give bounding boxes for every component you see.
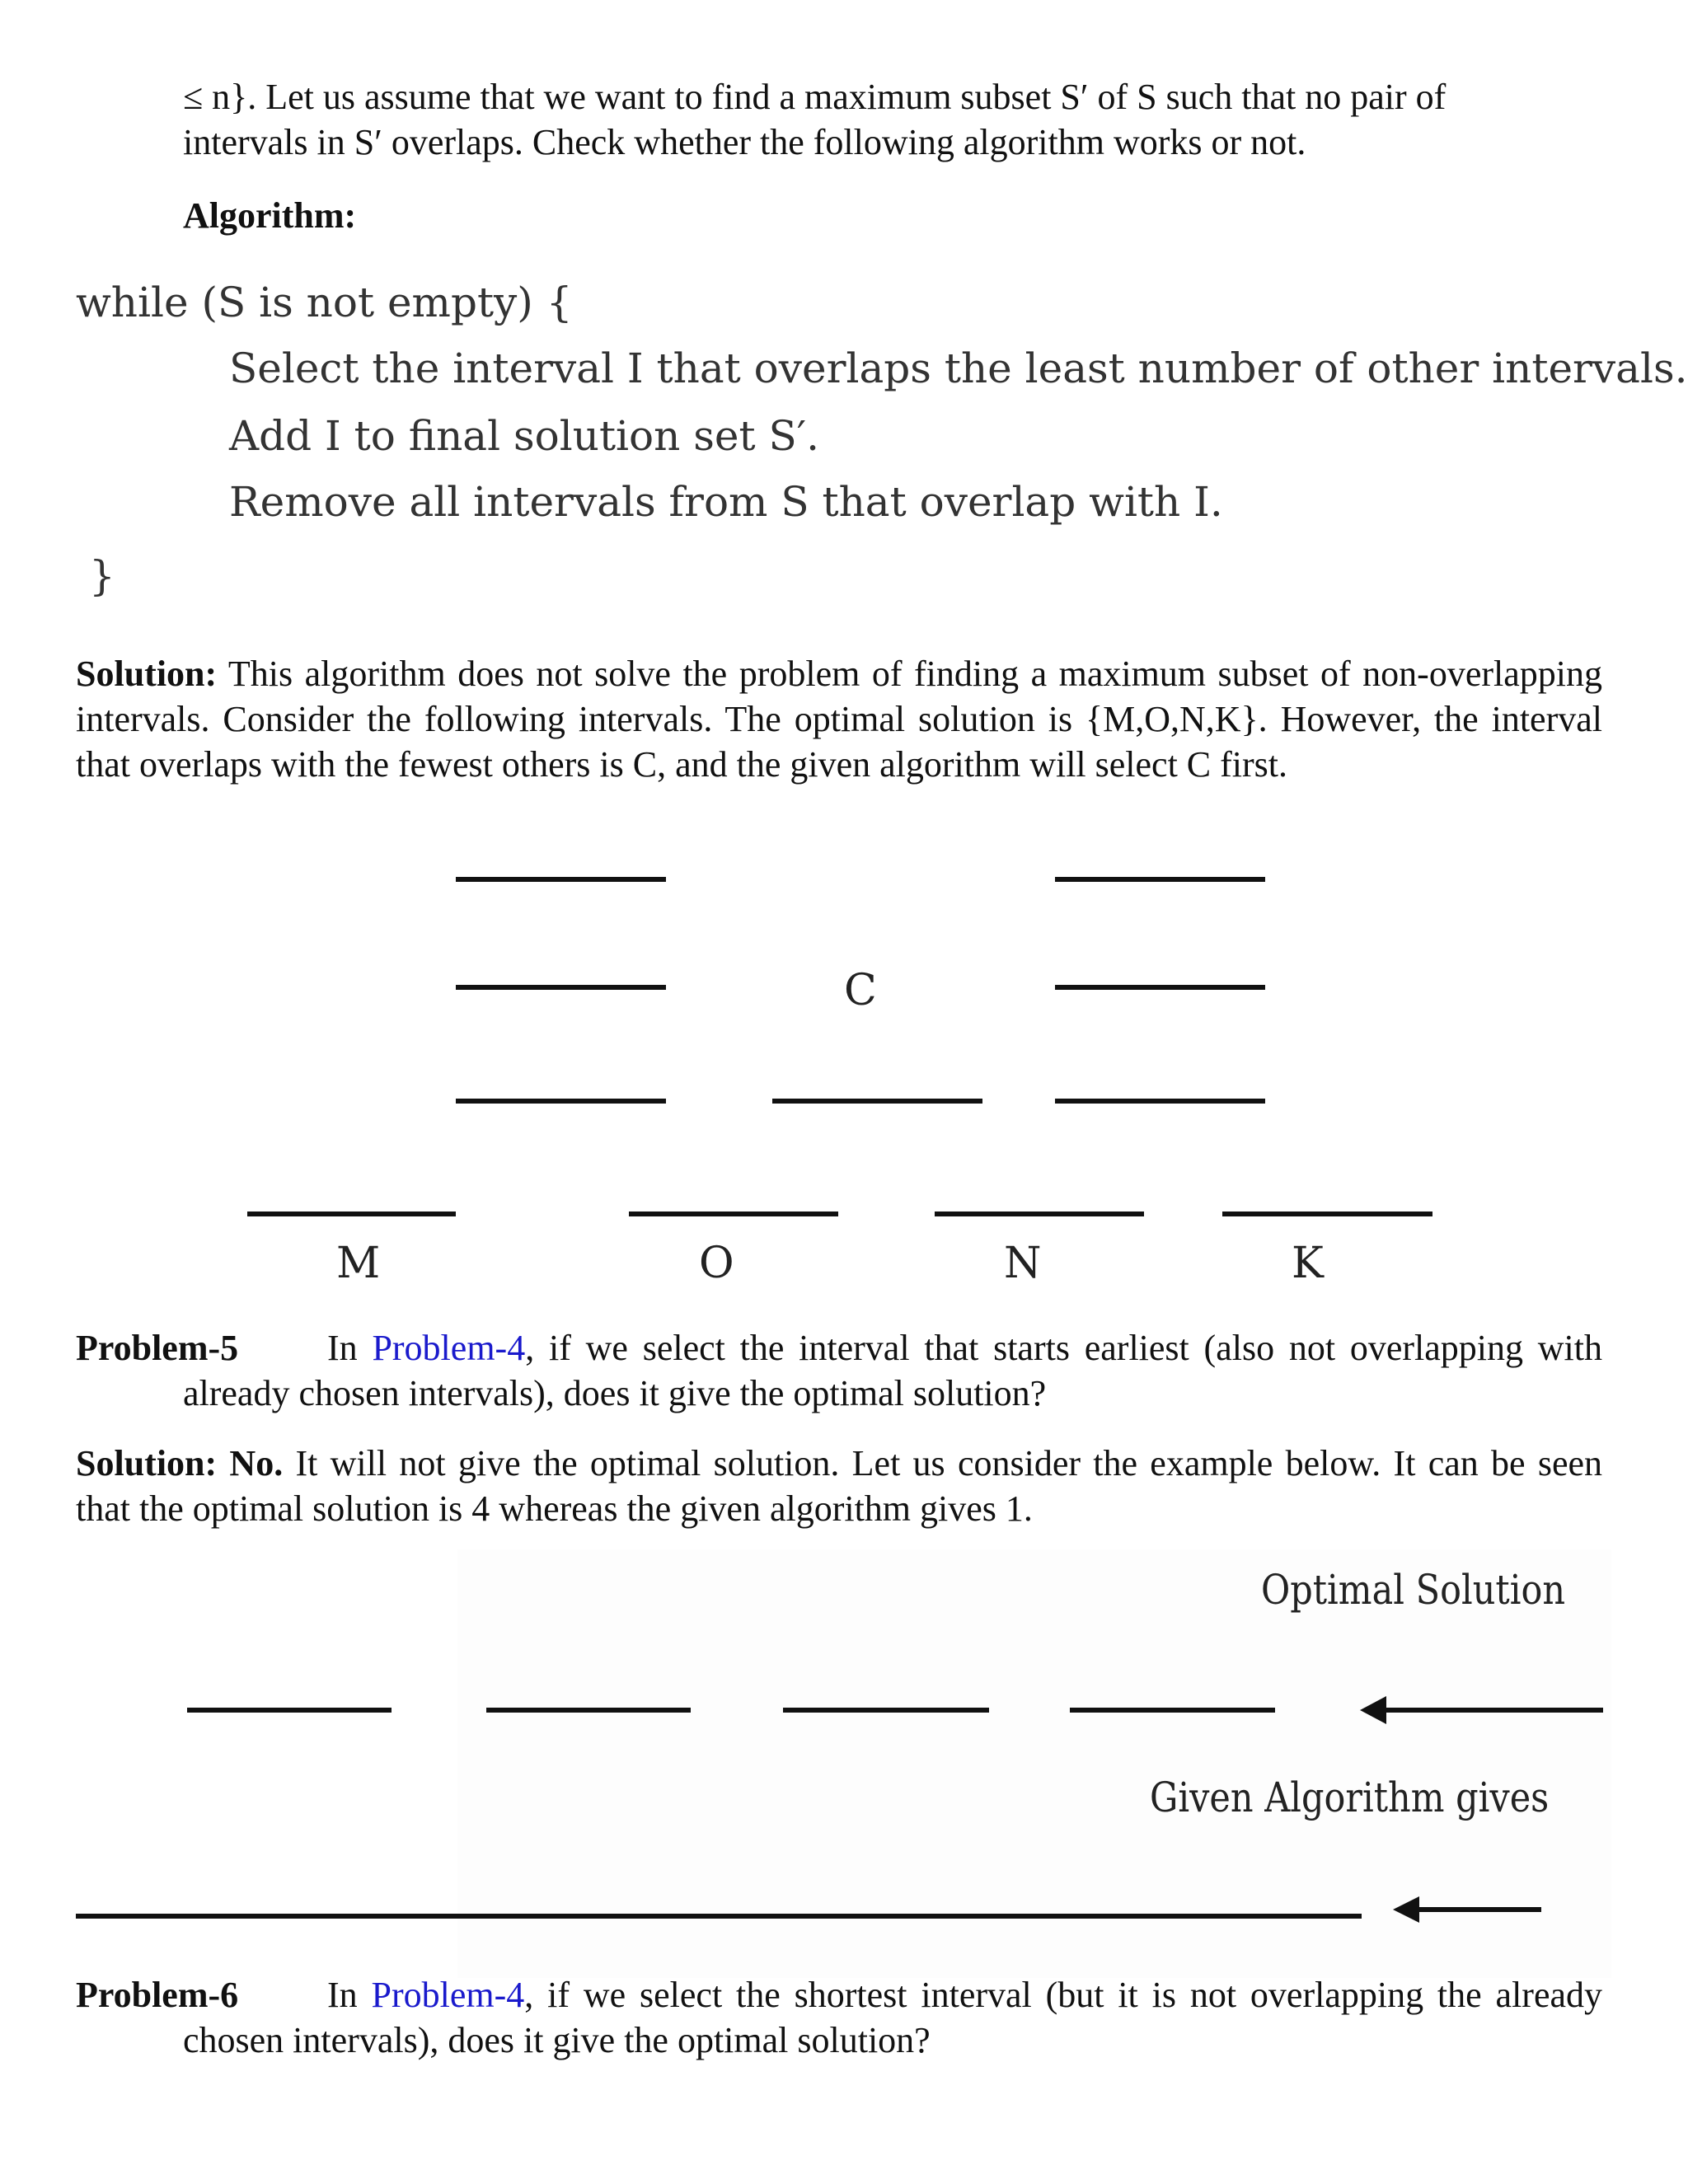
algorithm-step-1: Select the interval I that overlaps the least number of other intervals. [229,344,1688,392]
interval-diagram-2 [0,1681,1688,1937]
problem-5-pre: In [327,1328,373,1368]
solution-4-paragraph [76,651,1602,787]
problem-5-paragraph [76,1325,1602,1416]
label-c: C [844,966,877,1015]
solution-4-label: Solution: [76,654,218,694]
algorithm-step-3: Remove all intervals from S that overlap with I. [229,478,1223,526]
label-m: M [336,1239,381,1288]
intro-set-bound: ≤ n [183,77,231,117]
algorithm-while-open: while (S is not empty) { [76,279,573,326]
solution-4-text: This algorithm does not solve the problem of finding a maximum subset of non-overlapping intervals. Consider the following intervals. The optimal solution is {M,O,N,K}. However, the interval that overlaps with the fewest others is C, and the given algorithm will select C first. [76,654,1602,785]
optimal-arrow-head [1360,1696,1386,1724]
solution-5-paragraph [76,1441,1602,1531]
problem-5-text: , if we select the interval that starts earliest (also not overlapping with already chosen intervals), does it give the optimal solution? [183,1328,1603,1413]
problem-5-label: Problem-5 [76,1328,239,1368]
label-n: N [1004,1239,1042,1288]
solution-5-text: It will not give the optimal solution. Let us consider the example below. It can be seen that the optimal solution is 4 whereas the given algorithm gives 1. [76,1443,1602,1529]
optimal-solution-label: Optimal Solution [1261,1566,1566,1614]
problem-6-text: , if we select the shortest interval (but it is not overlapping the already chosen intervals), does it give the optimal solution? [183,1975,1603,2060]
solution-5-label: Solution: No. [76,1443,284,1483]
algorithm-step-2: Add I to final solution set S′. [229,412,819,460]
label-o: O [699,1239,734,1288]
interval-diagram-1 [0,849,1688,1310]
label-k: K [1292,1239,1324,1288]
intro-line-1-text: }. Let us assume that we want to find a maximum subset S′ of S such that no pair of [230,77,1447,117]
problem-6-label: Problem-6 [76,1975,239,2015]
problem-4-link[interactable]: Problem-4 [372,1328,526,1368]
problem-4-link-2[interactable]: Problem-4 [371,1975,525,2015]
problem-6-pre: In [327,1975,372,2015]
given-algorithm-label: Given Algorithm gives [1150,1774,1550,1821]
algorithm-heading: Algorithm: [183,195,357,236]
algorithm-while-close: } [89,552,115,600]
given-arrow-head [1393,1896,1419,1923]
intro-line-1 [183,74,1594,120]
intro-line-2: intervals in S′ overlaps. Check whether the following algorithm works or not. [183,122,1306,162]
problem-6-paragraph [76,1972,1602,2063]
